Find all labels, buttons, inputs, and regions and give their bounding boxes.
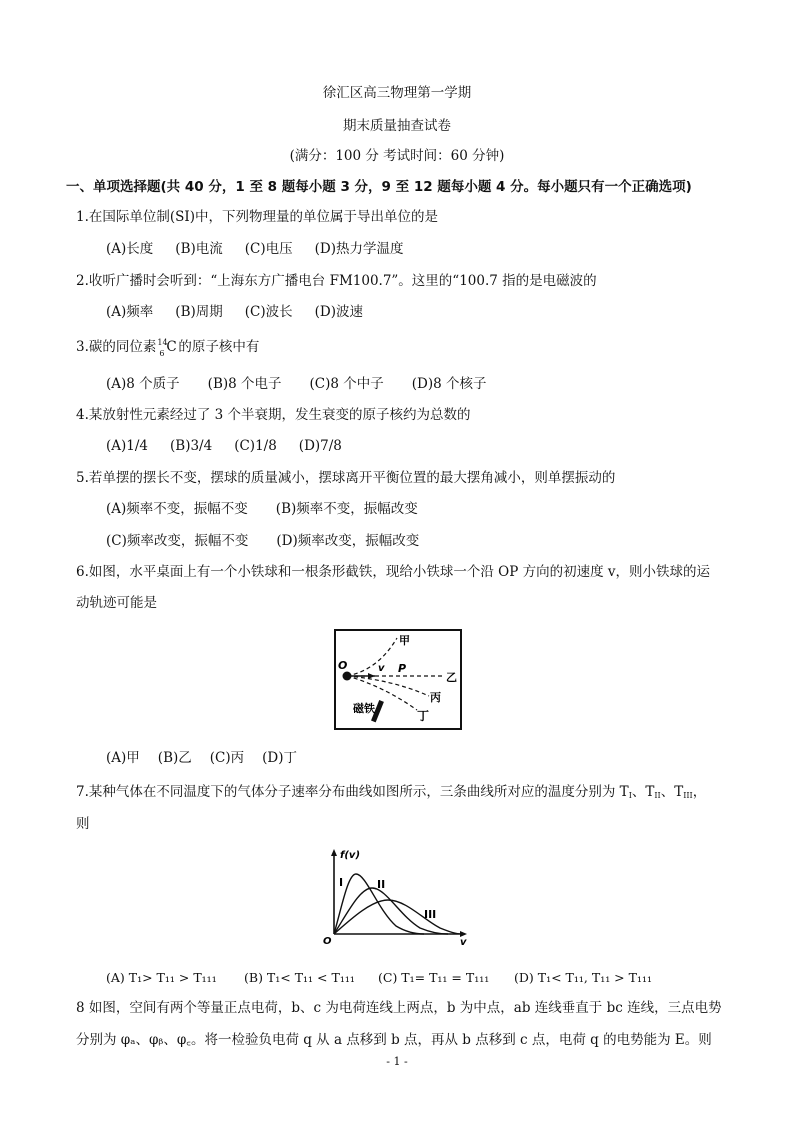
q6-label-magnet: 磁铁 [353,702,375,715]
q6-option-a: (A)甲 [106,750,140,766]
q6-iron-ball [343,672,352,681]
q5-option-b: (B)频率不变，振幅改变 [275,501,418,517]
q7-y-axis-arrow [331,849,337,856]
q5-option-a: (A)频率不变，振幅不变 [106,501,248,517]
q7-subscript-2: II [654,791,661,800]
q3-stem-pre: 3.碳的同位素 [76,339,157,355]
q4-options [106,437,364,455]
q1-options [106,240,426,258]
q5-option-d: (D)频率改变，振幅改变 [276,533,420,549]
q7-curve-i-label: I [339,876,344,889]
q6-figure [333,628,463,731]
q5-options-row1 [106,500,440,518]
q7-stem-text: 7.某种气体在不同温度下的气体分子速率分布曲线如图所示，三条曲线所对应的温度分别为 T [76,784,629,800]
q7-option-a: (A) T₁> T₁₁ > T₁₁₁ [106,970,217,985]
q3-isotope [156,338,178,356]
q6-stem-line2: 动轨迹可能是 [76,595,157,611]
q6-option-d: (D)丁 [262,750,297,766]
q6-label-jia: 甲 [399,634,410,647]
q4-option-c: (C)1/8 [234,438,277,454]
q2-options [106,303,385,321]
q2-option-c: (C)波长 [244,304,293,320]
q4-stem: 4.某放射性元素经过了 3 个半衰期，发生衰变的原子核约为总数的 [76,407,471,423]
q7-subscript-1: I [628,791,632,800]
q7-curve-iii-label: III [424,908,437,921]
q3-stem-post: 的原子核中有 [178,339,260,355]
q7-sep-1: 、T [631,784,655,800]
q6-path-bing [347,676,429,696]
q7-figure [320,846,472,946]
q4-option-a: (A)1/4 [106,438,149,454]
q7-option-c: (C) T₁= T₁₁ = T₁₁₁ [378,970,490,985]
q7-stem-line2: 则 [76,816,90,832]
q6-label-ding: 丁 [417,709,430,723]
q2-option-a: (A)频率 [106,304,154,320]
q4-option-b: (B)3/4 [170,438,213,454]
q3-option-a: (A)8 个质子 [106,376,180,392]
q5-stem: 5.若单摆的摆长不变，摆球的质量减小，摆球离开平衡位置的最大摆角减小，则单摆振动的 [76,470,616,486]
q3-isotope-number: 6 [159,349,165,358]
q6-label-bing: 丙 [430,691,441,704]
q2-option-b: (B)周期 [175,304,223,320]
q6-stem-line1: 6.如图，水平桌面上有一个小铁球和一根条形截铁，现给小铁球一个沿 OP 方向的初速度 v，则小铁球的运 [76,564,711,580]
q1-option-a: (A)长度 [106,241,154,257]
q7-options [106,969,652,987]
q6-label-o: O [338,659,348,672]
q7-x-label: v [460,937,467,946]
q7-sep-2: 、T [660,784,684,800]
q3-option-d: (D)8 个核子 [411,376,487,392]
q6-options [106,749,319,767]
q6-velocity-arrowhead [368,673,375,679]
q7-stem-line1 [76,783,706,805]
q6-option-b: (B)乙 [157,750,192,766]
q7-origin: O [323,936,332,946]
q5-option-c: (C)频率改变，振幅不变 [106,533,249,549]
exam-title: 期末质量抽查试卷 [343,118,451,134]
q2-option-d: (D)波速 [314,304,363,320]
q6-label-p: P [398,662,407,675]
q7-option-d: (D) T₁< T₁₁, T₁₁ > T₁₁₁ [514,970,653,985]
q6-path-jia [347,638,397,676]
section-heading: 一、单项选择题(共 40 分，1 至 8 题每小题 3 分，9 至 12 题每小题 4 分。每小题只有一个正确选项) [66,179,692,195]
q6-option-c: (C)丙 [209,750,245,766]
q3-options [106,375,509,393]
q8-stem-line2: 分别为 φₐ、φᵦ、φ꜀。将一检验负电荷 q 从 a 点移到 b 点，再从 b 点移到 c 点，电荷 q 的电势能为 E。则 [76,1032,712,1048]
q4-option-d: (D)7/8 [298,438,342,454]
q3-isotope-symbol: C [166,339,177,355]
q3-stem [76,338,259,356]
q3-option-b: (B)8 个电子 [207,376,282,392]
q5-options-row2 [106,532,441,550]
school-line: 徐汇区高三物理第一学期 [322,85,472,101]
exam-meta: (满分：100 分 考试时间：60 分钟) [289,148,505,164]
q3-option-c: (C)8 个中子 [309,376,384,392]
q1-stem: 1.在国际单位制(SI)中，下列物理量的单位属于导出单位的是 [76,209,438,225]
q7-curve-iii [334,900,462,934]
page-number: - 1 - [386,1055,408,1068]
q1-option-d: (D)热力学温度 [314,241,404,257]
q1-option-c: (C)电压 [244,241,293,257]
q8-stem-line1: 8 如图，空间有两个等量正点电荷，b、c 为电荷连线上两点，b 为中点，ab 连线垂直于 bc 连线，三点电势 [76,1000,722,1016]
q1-option-b: (B)电流 [175,241,223,257]
q3-isotope-mass: 14 [157,338,168,347]
q6-label-v: v [378,663,385,674]
q7-y-label: f(v) [340,850,361,861]
q7-option-b: (B) T₁< T₁₁ < T₁₁₁ [244,970,355,985]
q7-stem-end: ， [692,784,707,800]
q6-label-yi: 乙 [446,671,457,684]
q7-curve-ii-label: II [377,878,386,891]
q2-stem: 2.收听广播时会听到：“上海东方广播电台 FM100.7”。这里的“100.7 指的是电磁波的 [76,273,597,289]
q7-subscript-3: III [683,791,693,800]
